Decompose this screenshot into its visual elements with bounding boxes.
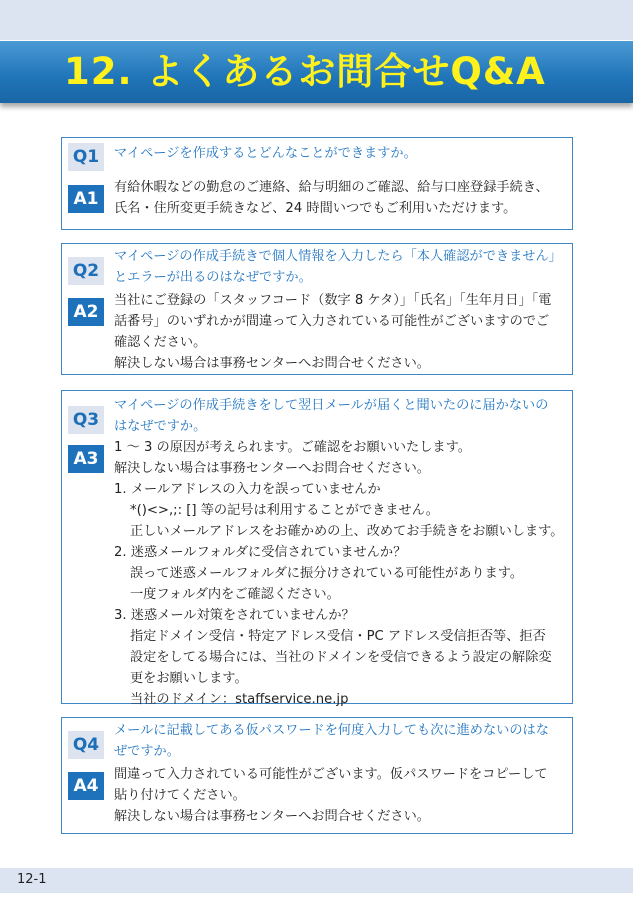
title-bar (0, 41, 633, 103)
answer-text (114, 177, 566, 219)
answer-line: 解決しない場合は事務センターへお問合せください。 (114, 356, 430, 371)
answer-line: 1 ～ 3 の原因が考えられます。ご確認をお願いいたします。 (114, 440, 471, 455)
question-line: はなぜですか。 (114, 419, 207, 434)
answer-badge: A2 (68, 298, 104, 326)
answer-line: 設定をしてる場合には、当社のドメインを受信できるよう設定の解除変 (130, 650, 552, 665)
qa-item (61, 717, 573, 834)
answer-line: 解決しない場合は事務センターへお問合せください。 (114, 461, 430, 476)
answer-line: 話番号」のいずれかが間違って入力されている可能性がございますのでご (114, 314, 550, 329)
footer (0, 868, 633, 893)
answer-line: *()<>,;: [] 等の記号は利用することができません。 (130, 503, 439, 518)
question-line: ぜですか。 (114, 744, 180, 759)
question-text (114, 395, 566, 437)
question-badge: Q2 (68, 257, 104, 285)
answer-line: 間違って入力されている可能性がございます。仮パスワードをコピーして (114, 767, 548, 782)
answer-line: 指定ドメイン受信・特定アドレス受信・PC アドレス受信拒否等、拒否 (130, 629, 546, 644)
qa-item (61, 390, 573, 707)
answer-text (114, 764, 566, 827)
answer-line: 確認ください。 (114, 335, 207, 350)
question-badge: Q3 (68, 406, 104, 434)
qa-item (61, 243, 573, 375)
answer-line: 2. 迷惑メールフォルダに受信されていませんか？ (114, 545, 407, 560)
question-badge: Q4 (68, 731, 104, 759)
answer-line: 当社にご登録の「スタッフコード（数字 8 ケタ）」「氏名」「生年月日」「電 (114, 293, 552, 308)
answer-line: 有給休暇などの勤怠のご連絡、給与明細のご確認、給与口座登録手続き、 (114, 180, 549, 195)
question-badge: Q1 (68, 143, 104, 171)
question-line: メールに記載してある仮パスワードを何度入力しても次に進めないのはな (114, 723, 549, 738)
answer-line: 氏名・住所変更手続きなど、24 時間いつでもご利用いただけます。 (114, 201, 517, 216)
answer-text (114, 437, 566, 710)
top-band (0, 0, 633, 40)
question-line: とエラーが出るのはなぜですか。 (114, 270, 312, 285)
answer-line: 貼り付けてください。 (114, 788, 246, 803)
page-number: 12-1 (17, 872, 47, 887)
answer-line: 1. メールアドレスの入力を誤っていませんか (114, 482, 381, 497)
page-title: 12. よくあるお問合せQ&A (64, 50, 546, 93)
question-text (114, 720, 566, 762)
question-line: マイページを作成するとどんなことができますか。 (114, 146, 417, 161)
answer-line: 更をお願いします。 (130, 671, 248, 686)
answer-badge: A3 (68, 445, 104, 473)
question-text (114, 143, 566, 164)
answer-line: 当社のドメイン：staffservice.ne.jp (130, 692, 349, 707)
answer-line: 正しいメールアドレスをお確かめの上、改めてお手続きをお願いします。 (130, 524, 564, 539)
answer-line: 3. 迷惑メール対策をされていませんか？ (114, 608, 355, 623)
answer-line: 解決しない場合は事務センターへお問合せください。 (114, 809, 430, 824)
qa-item (61, 137, 573, 230)
question-line: マイページの作成手続きで個人情報を入力したら「本人確認ができません」 (114, 249, 562, 264)
answer-badge: A4 (68, 772, 104, 800)
answer-text (114, 290, 566, 374)
answer-line: 一度フォルダ内をご確認ください。 (130, 587, 340, 602)
question-line: マイページの作成手続きをして翌日メールが届くと聞いたのに届かないの (114, 398, 549, 413)
answer-badge: A1 (68, 185, 104, 213)
answer-line: 誤って迷惑メールフォルダに振分けされている可能性があります。 (130, 566, 524, 581)
question-text (114, 246, 566, 288)
